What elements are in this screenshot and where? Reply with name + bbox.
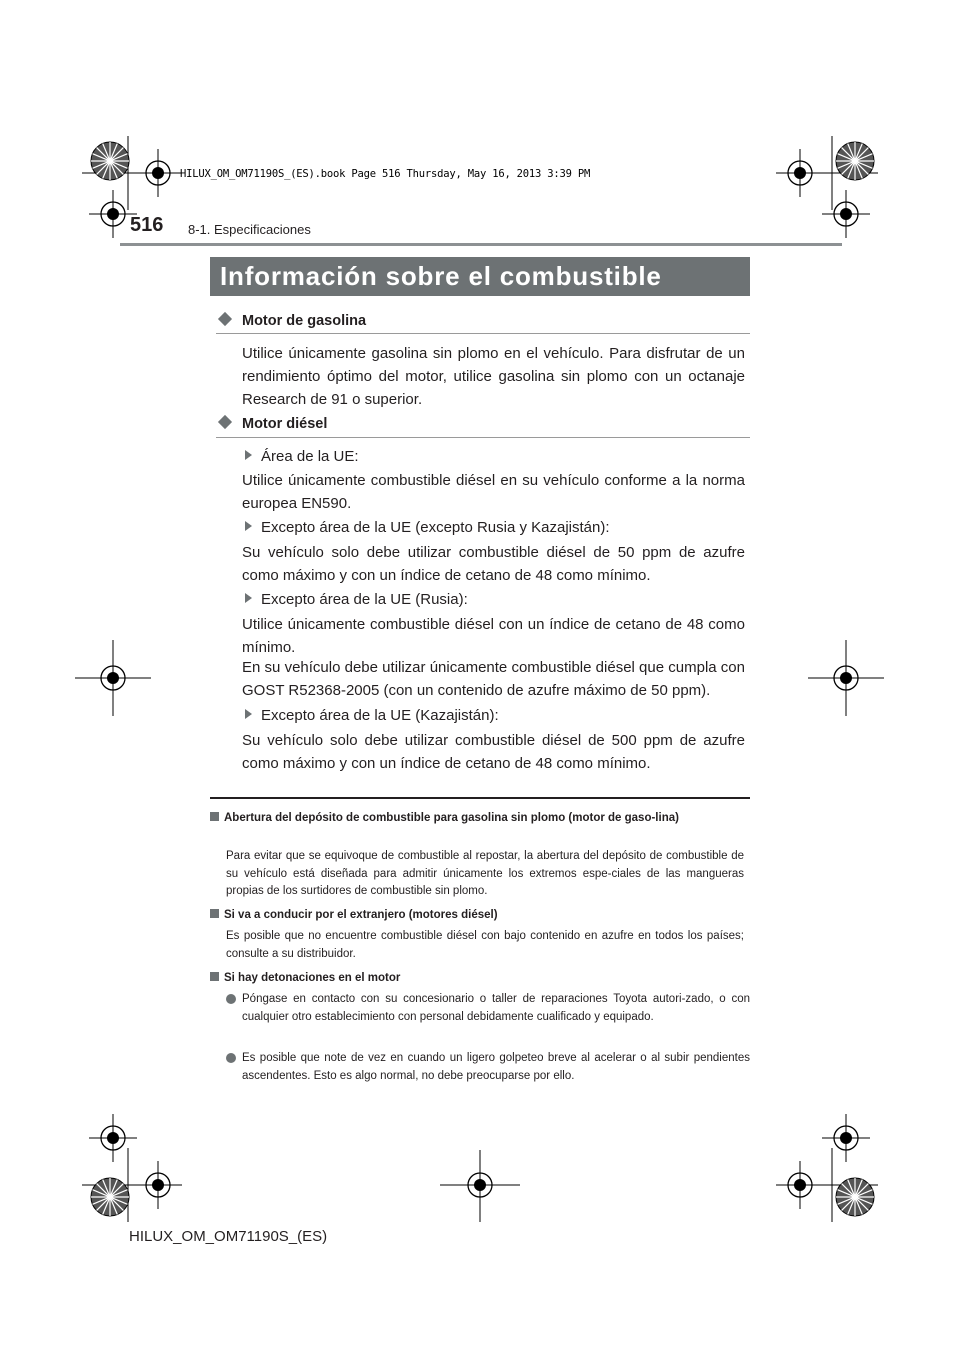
diesel-item-label-text: Excepto área de la UE (Rusia):	[261, 591, 468, 608]
gasoline-text: Utilice únicamente gasolina sin plomo en el vehículo. Para disfrutar de un rendimiento óptimo del motor, utilice gasolina sin plomo con un octanaje Research de 91 o superior.	[242, 345, 745, 408]
diesel-heading-text: Motor diésel	[242, 416, 328, 432]
notes-rule	[210, 797, 750, 799]
diesel-item-label	[242, 445, 359, 468]
note-heading	[210, 907, 750, 924]
note-list-item	[226, 1050, 750, 1085]
diesel-item-label-text: Excepto área de la UE (excepto Rusia y Kazajistán):	[261, 519, 610, 536]
note-heading-text: Si va a conducir por el extranjero (motores diésel)	[224, 909, 498, 921]
diesel-item-text: Su vehículo solo debe utilizar combustible diésel de 500 ppm de azufre como máximo y con un índice de cetano de 48 como mínimo.	[242, 732, 745, 772]
diesel-item-label-text: Excepto área de la UE (Kazajistán):	[261, 707, 499, 724]
subheading-rule	[216, 437, 750, 438]
square-bullet-icon	[210, 812, 219, 821]
diesel-item-label	[242, 704, 499, 727]
note-list-item-text: Póngase en contacto con su concesionario o taller de reparaciones Toyota autori-zado, o con cualquier otro establecimiento con personal debidamente cualificado y equipado.	[242, 993, 750, 1023]
diesel-item-label	[242, 516, 610, 539]
circle-bullet-icon	[226, 994, 236, 1004]
circle-bullet-icon	[226, 1053, 236, 1063]
rosette-icon-top-right	[836, 142, 874, 180]
note-heading	[210, 970, 750, 987]
rosette-icon-bottom-left	[91, 1178, 129, 1216]
print-header-tag: HILUX_OM_OM71190S_(ES).book Page 516 Thursday, May 16, 2013 3:39 PM	[180, 168, 591, 180]
square-bullet-icon	[210, 909, 219, 918]
note-text: Es posible que no encuentre combustible diésel con bajo contenido en azufre en todos los países; consulte a su distribuidor.	[226, 930, 744, 960]
note-text: Para evitar que se equivoque de combustible al repostar, la abertura del depósito de combustible de su vehículo está diseñada para admitir únicamente los extremos espe-ciales de las mangueras propias de los surtidores de combustible sin plomo.	[226, 850, 744, 897]
title-banner	[210, 257, 750, 296]
footer-code: HILUX_OM_OM71190S_(ES)	[129, 1228, 328, 1245]
gasoline-heading-text: Motor de gasolina	[242, 313, 367, 329]
diesel-item-text-extra: En su vehículo debe utilizar únicamente combustible diésel que cumpla con GOST R52368-2005 (con un contenido de azufre máximo de 50 ppm).	[242, 659, 745, 699]
diesel-item-label-text: Área de la UE:	[261, 448, 359, 465]
triangle-bullet-icon	[245, 709, 252, 719]
rosette-icon-top-left	[91, 142, 129, 180]
gasoline-heading	[216, 313, 366, 329]
diesel-item-text: Su vehículo solo debe utilizar combustible diésel de 50 ppm de azufre como máximo y con un índice de cetano de 48 como mínimo.	[242, 544, 745, 584]
rosette-icon-bottom-right	[836, 1178, 874, 1216]
square-bullet-icon	[210, 972, 219, 981]
page-title: Información sobre el combustible	[220, 261, 662, 291]
triangle-bullet-icon	[245, 593, 252, 603]
diamond-bullet-icon	[218, 415, 232, 429]
diesel-heading	[216, 416, 327, 432]
diamond-bullet-icon	[218, 312, 232, 326]
diesel-item-text: Utilice únicamente combustible diésel con un índice de cetano de 48 como mínimo.	[242, 616, 745, 656]
note-heading	[210, 810, 750, 827]
diesel-item-label	[242, 588, 468, 611]
note-list-item-text: Es posible que note de vez en cuando un ligero golpeteo breve al acelerar o al subir pendientes ascendentes. Esto es algo normal, no debe preocuparse por ello.	[242, 1052, 750, 1082]
header-rule	[120, 243, 842, 246]
section-label: 8-1. Especificaciones	[188, 222, 311, 237]
subheading-rule	[216, 333, 750, 334]
triangle-bullet-icon	[245, 521, 252, 531]
note-list-item	[226, 991, 750, 1026]
diesel-item-text: Utilice únicamente combustible diésel en su vehículo conforme a la norma europea EN590.	[242, 472, 745, 512]
triangle-bullet-icon	[245, 450, 252, 460]
note-heading-text: Si hay detonaciones en el motor	[224, 972, 401, 984]
page-number: 516	[130, 214, 164, 236]
note-heading-text: Abertura del depósito de combustible para gasolina sin plomo (motor de gaso-lina)	[224, 812, 679, 824]
